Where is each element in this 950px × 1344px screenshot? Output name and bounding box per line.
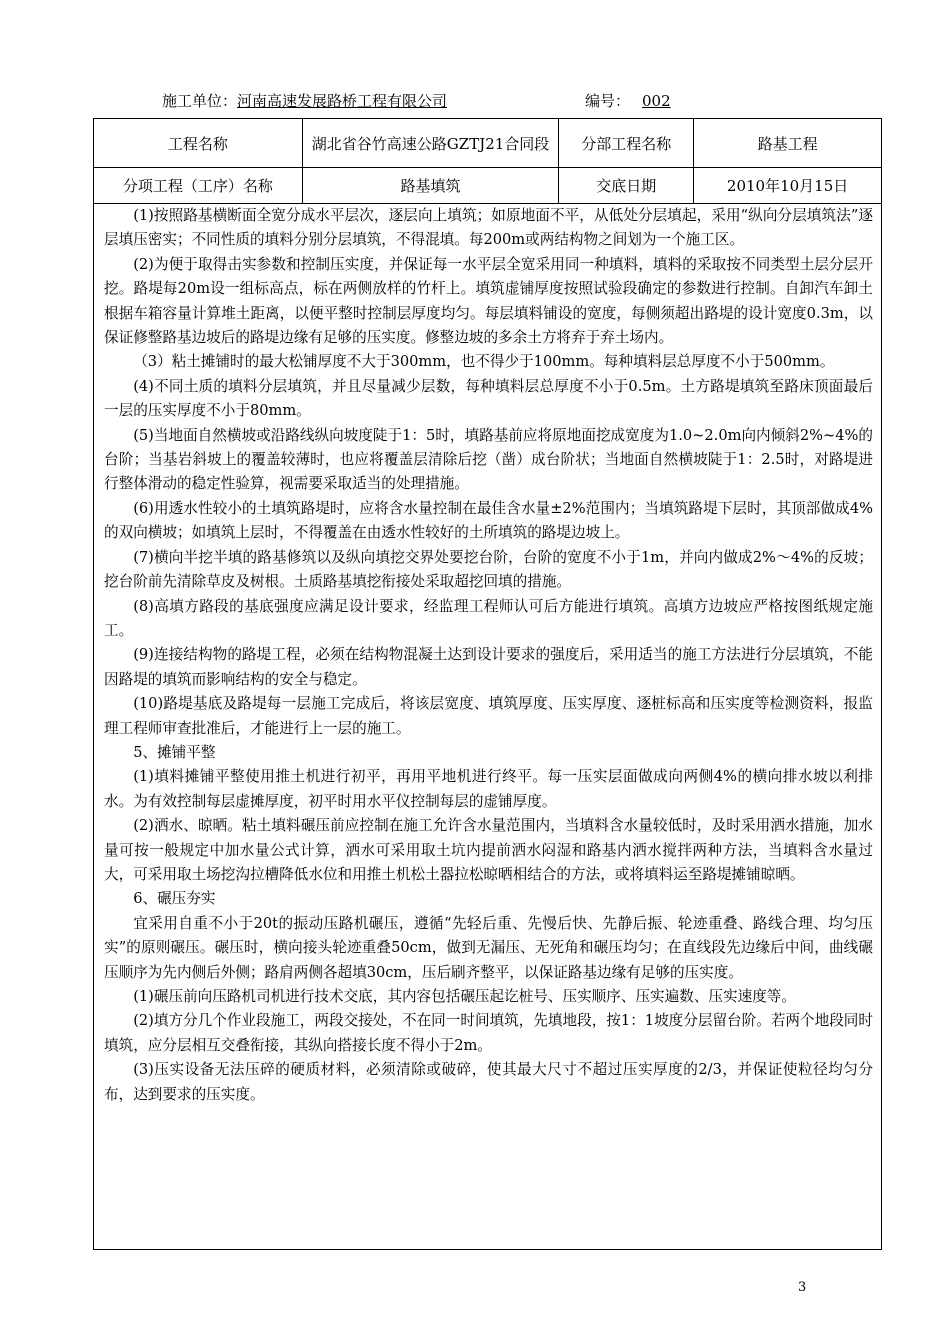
construction-unit-value: 河南高速发展路桥工程有限公司	[237, 92, 448, 110]
content-body	[93, 204, 882, 1250]
paragraph: (10)路堤基底及路堤每一层施工完成后，将该层宽度、填筑厚度、压实厚度、逐桩标高和压实度等检测资料，报监理工程师审查批准后，才能进行上一层的施工。	[104, 695, 873, 737]
construction-unit	[162, 90, 447, 111]
paragraph: (2)为便于取得击实参数和控制压实度，并保证每一水平层全宽采用同一种填料，填料的采取按不同类型土层分层开挖。路堤每20m设一组标高点，标在两侧放样的竹杆上。填筑虚铺厚度按照试验段确定的参数进行控制。自卸汽车卸土根据车箱容量计算堆土距离，以便平整时控制层厚度均匀。每层填料铺设的宽度，每侧须超出路堤的设计宽度0.3m，以保证修整路基边坡后的路堤边缘有足够的压实度。修整边坡的多余土方将弃于弃土场内。	[104, 255, 873, 347]
paragraph: (9)连接结构物的路堤工程，必须在结构物混凝土达到设计要求的强度后，采用适当的施工方法进行分层填筑，不能因路堤的填筑而影响结构的安全与稳定。	[104, 646, 873, 688]
date-value: 2010年10月15日	[694, 168, 882, 204]
paragraph: (1)按照路基横断面全宽分成水平层次，逐层向上填筑；如原地面不平，从低处分层填起，采用“纵向分层填筑法”逐层填压密实；不同性质的填料分别分层填筑，不得混填。每200m或两结构物之间划为一个施工区。	[104, 207, 873, 249]
project-name-label: 工程名称	[94, 119, 303, 168]
paragraph: (6)用透水性较小的土填筑路堤时，应将含水量控制在最佳含水量±2%范围内；当填筑路堤下层时，其顶部做成4%的双向横坡；如填筑上层时，不得覆盖在由透水性较好的土所填筑的路堤边坡上。	[104, 499, 873, 542]
paragraph: (2)填方分几个作业段施工，两段交接处，不在同一时间填筑，先填地段，按1：1坡度分层留台阶。若两个地段同时填筑，应分层相互交叠衔接，其纵向搭接长度不得小于2m。	[104, 1012, 873, 1054]
table-row	[94, 168, 882, 204]
subproject-label: 分部工程名称	[559, 119, 694, 168]
construction-unit-label: 施工单位：	[162, 92, 238, 110]
paragraph: (7)横向半挖半填的路基修筑以及纵向填挖交界处要挖台阶，台阶的宽度不小于1m，并向内做成2%～4%的反坡；挖台阶前先清除草皮及树根。土质路基填挖衔接处采取超挖回填的措施。	[104, 548, 873, 591]
project-name-value: 湖北省谷竹高速公路GZTJ21合同段	[302, 119, 559, 168]
paragraph: 宜采用自重不小于20t的振动压路机碾压，遵循“先轻后重、先慢后快、先静后振、轮迹重叠、路线合理、均匀压实”的原则碾压。碾压时，横向接头轮迹重叠50cm，做到无漏压、无死角和碾压均匀；在直线段先边缘后中间，曲线碾压顺序为先内侧后外侧；路肩两侧各超填30cm，压后刷齐整平，以保证路基边缘有足够的压实度。	[104, 914, 873, 981]
paragraph: (3)压实设备无法压碎的硬质材料，必须清除或破碎，使其最大尺寸不超过压实厚度的2/3，并保证使粒径均匀分布，达到要求的压实度。	[104, 1061, 873, 1103]
table-row	[94, 119, 882, 168]
info-table	[93, 118, 882, 204]
subproject-value: 路基工程	[694, 119, 882, 168]
paragraph: (8)高填方路段的基底强度应满足设计要求，经监理工程师认可后方能进行填筑。高填方边坡应严格按图纸规定施工。	[104, 597, 873, 639]
section-heading: 6、碾压夯实	[133, 890, 216, 908]
paragraph: (1)碾压前向压路机司机进行技术交底，其内容包括碾压起讫桩号、压实顺序、压实遍数、压实速度等。	[133, 988, 796, 1005]
document-number-label: 编号：	[585, 92, 631, 110]
item-value: 路基填筑	[302, 168, 559, 204]
paragraph: (5)当地面自然横坡或沿路线纵向坡度陡于1：5时，填路基前应将原地面挖成宽度为1.0~2.0m向内倾斜2%~4%的台阶；当基岩斜坡上的覆盖较薄时，也应将覆盖层清除后挖（凿）成台阶状；当地面自然横坡陡于1：2.5时，对路堤进行整体滑动的稳定性验算，视需要采取适当的处理措施。	[104, 426, 873, 493]
document-number	[585, 90, 737, 111]
paragraph: (2)洒水、晾晒。粘土填料碾压前应控制在施工允许含水量范围内，当填料含水量较低时，及时采用洒水措施，加水量可按一般规定中加水量公式计算，洒水可采用取土坑内提前洒水闷湿和路基内洒水搅拌两种方法，当填料含水量过大，可采用取土场挖沟拉槽降低水位和用推土机松土器拉松晾晒相结合的方法，或将填料运至路堤摊铺晾晒。	[104, 817, 873, 883]
paragraph: （3）粘土摊铺时的最大松铺厚度不大于300mm，也不得少于100mm。每种填料层总厚度不小于500mm。	[133, 353, 835, 371]
document-number-value: 002	[642, 92, 671, 110]
date-label: 交底日期	[559, 168, 694, 204]
page-number: 3	[798, 1280, 807, 1295]
paragraph: (1)填料摊铺平整使用推土机进行初平，再用平地机进行终平。每一压实层面做成向两侧4%的横向排水坡以利排水。为有效控制每层虚摊厚度，初平时用水平仪控制每层的虚铺厚度。	[104, 768, 873, 810]
section-heading: 5、摊铺平整	[133, 743, 216, 761]
paragraph: (4)不同土质的填料分层填筑，并且尽量减少层数，每种填料层总厚度不小于0.5m。土方路堤填筑至路床顶面最后一层的压实厚度不小于80mm。	[104, 377, 873, 420]
item-label: 分项工程（工序）名称	[94, 168, 303, 204]
